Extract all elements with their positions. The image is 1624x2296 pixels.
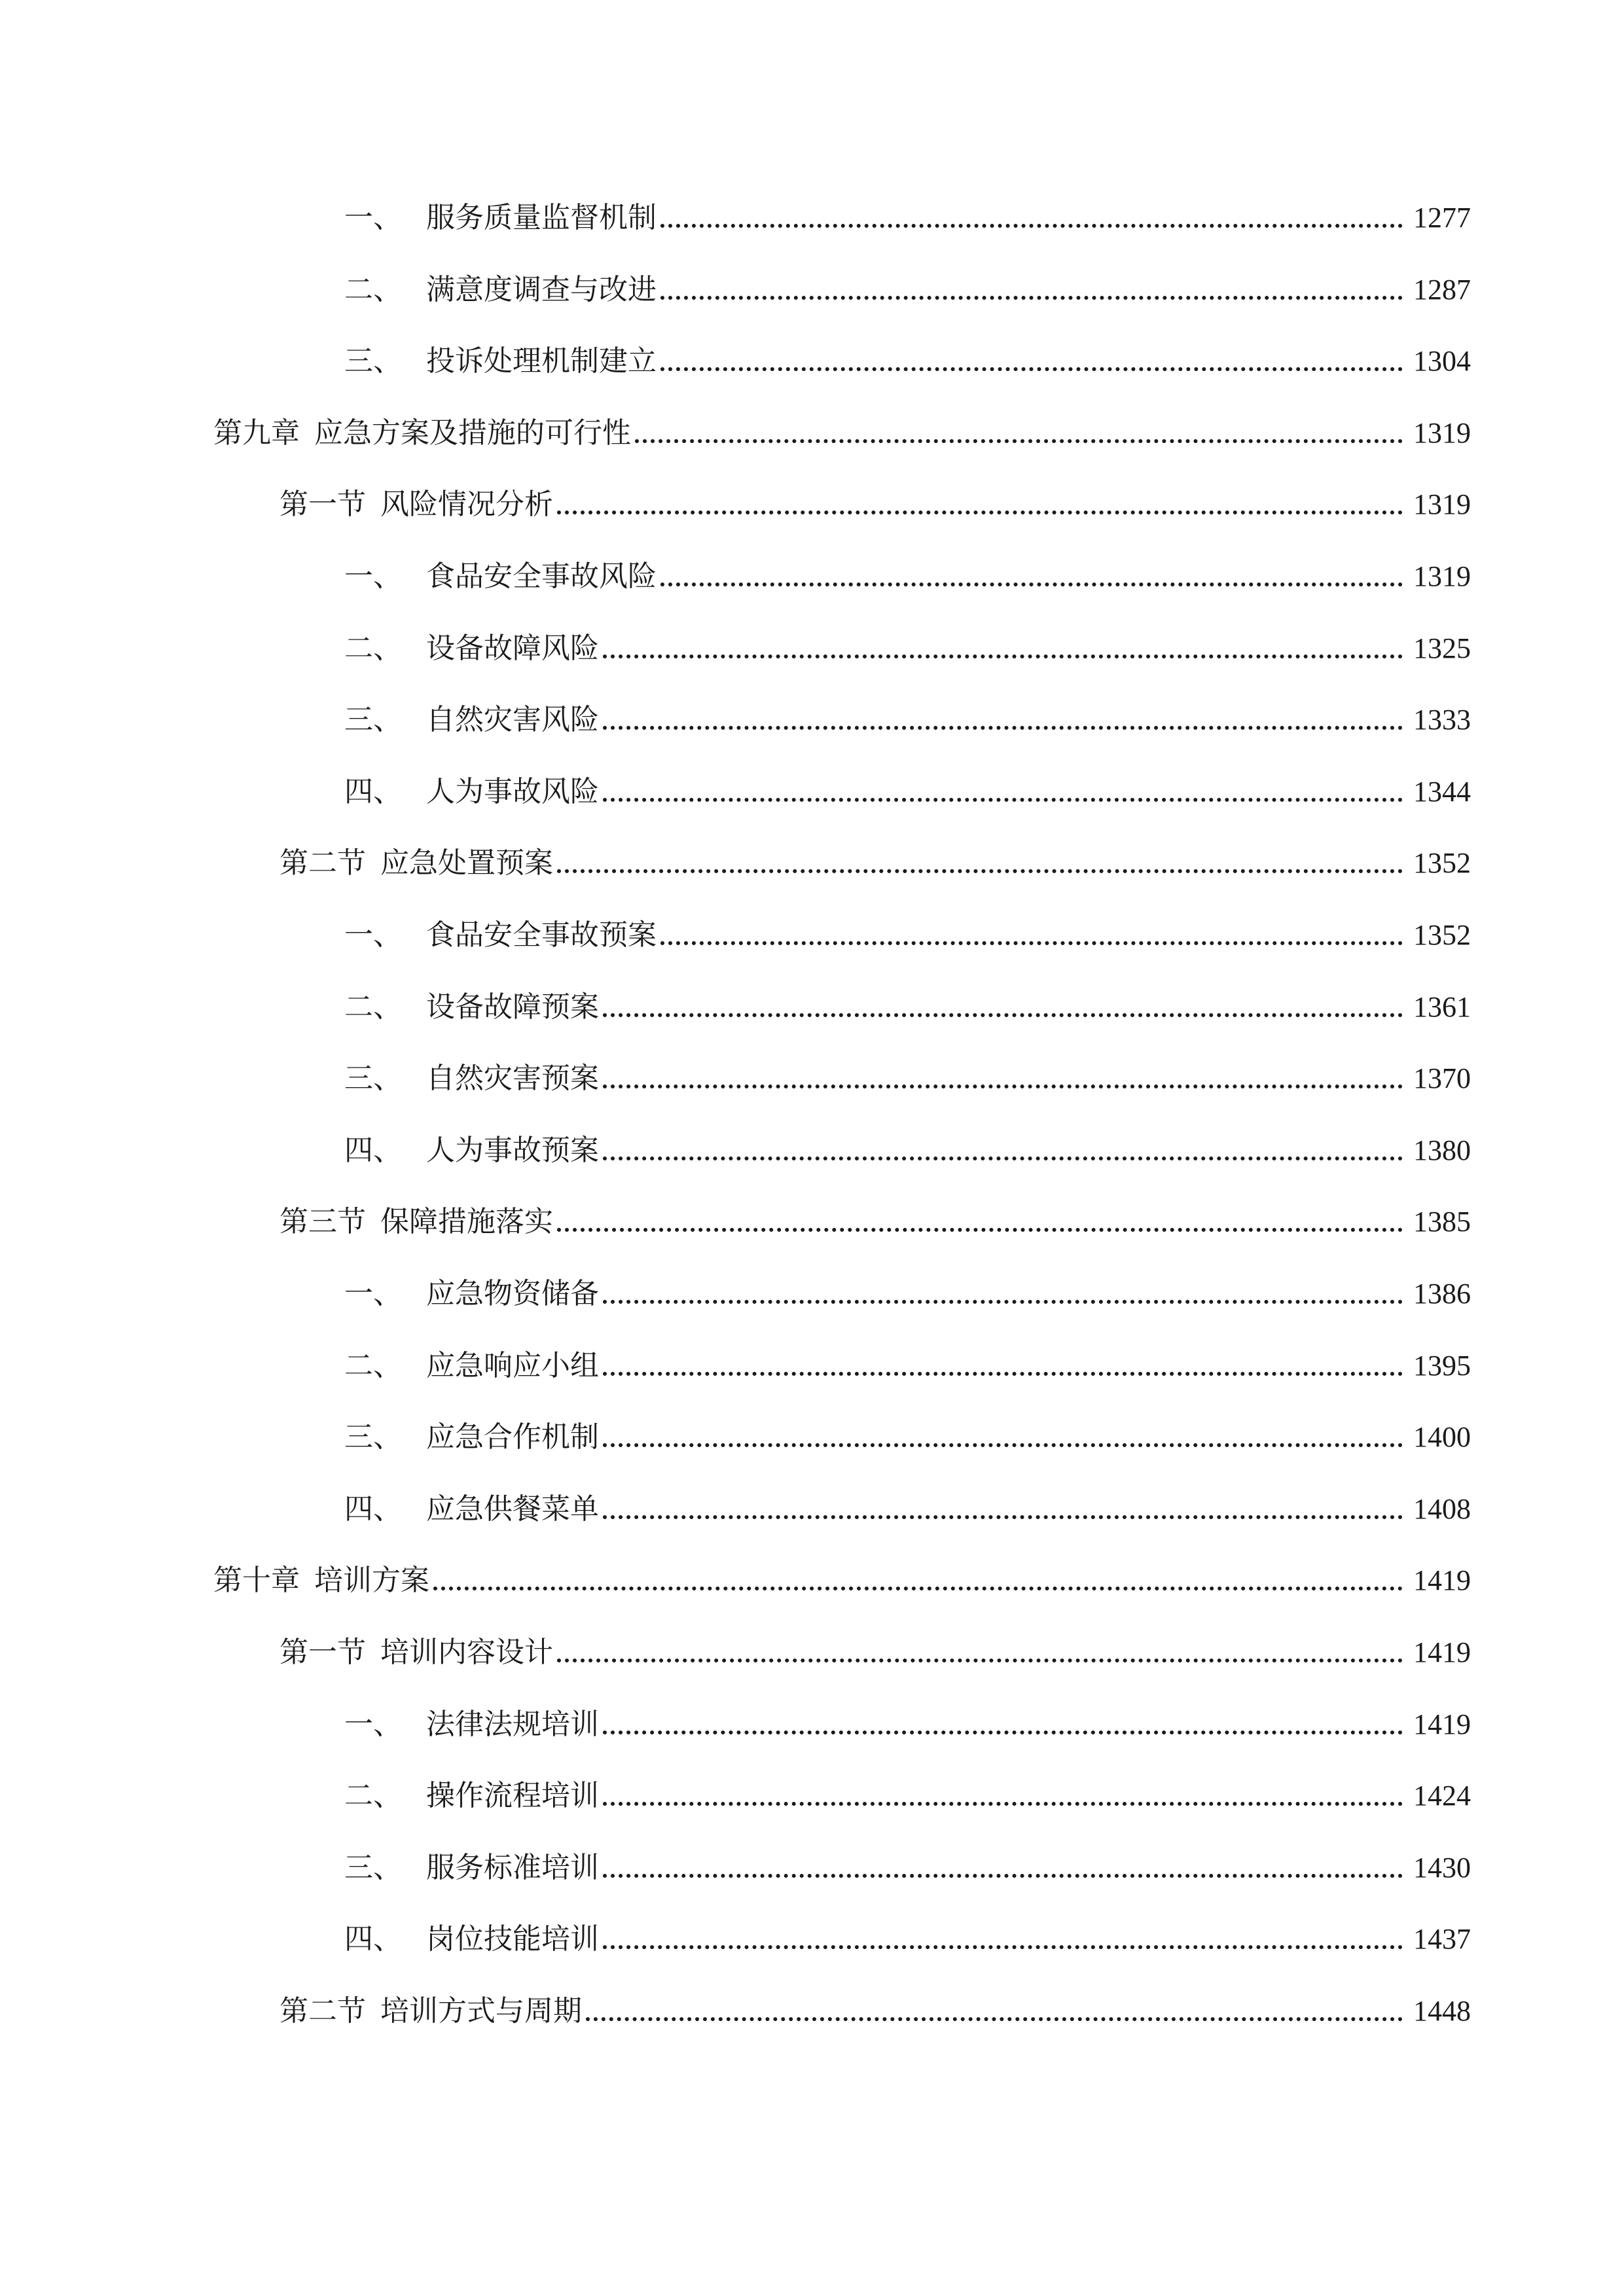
entry-title: 食品安全事故风险 xyxy=(426,560,657,593)
entry-page-number: 1386 xyxy=(1413,1278,1471,1310)
entry-number: 二、 xyxy=(344,1779,402,1812)
entry-page-number: 1380 xyxy=(1413,1134,1471,1166)
dot-leader xyxy=(603,1443,1403,1447)
toc-subsection-entry[interactable] xyxy=(344,1057,1471,1100)
entry-title: 保障措施落实 xyxy=(380,1205,553,1238)
toc-subsection-entry[interactable] xyxy=(344,268,1471,312)
entry-title: 应急物资储备 xyxy=(426,1277,599,1310)
toc-subsection-entry[interactable] xyxy=(344,555,1471,598)
entry-title: 操作流程培训 xyxy=(426,1779,599,1812)
entry-number: 四、 xyxy=(344,1134,402,1167)
dot-leader xyxy=(660,583,1403,586)
toc-subsection-entry[interactable] xyxy=(344,698,1471,742)
toc-subsection-entry[interactable] xyxy=(344,1846,1471,1890)
entry-page-number: 1287 xyxy=(1413,274,1471,306)
entry-title: 设备故障预案 xyxy=(426,990,599,1024)
entry-title: 培训方式与周期 xyxy=(380,1994,582,2028)
entry-title: 人为事故预案 xyxy=(426,1134,599,1167)
entry-number: 第十章 xyxy=(213,1564,300,1597)
entry-title: 自然灾害预案 xyxy=(426,1062,599,1095)
dot-leader xyxy=(557,1228,1403,1232)
dot-leader xyxy=(603,1945,1403,1949)
entry-title: 服务质量监督机制 xyxy=(426,201,657,234)
entry-title: 风险情况分析 xyxy=(380,488,553,521)
toc-section-entry[interactable] xyxy=(280,842,1471,885)
entry-title: 服务标准培训 xyxy=(426,1851,599,1884)
entry-page-number: 1430 xyxy=(1413,1852,1471,1884)
entry-title: 满意度调查与改进 xyxy=(426,273,657,306)
entry-page-number: 1319 xyxy=(1413,417,1471,449)
entry-title: 应急响应小组 xyxy=(426,1349,599,1382)
entry-page-number: 1424 xyxy=(1413,1780,1471,1812)
entry-number: 三、 xyxy=(344,344,402,378)
toc-subsection-entry[interactable] xyxy=(344,986,1471,1029)
entry-title: 食品安全事故预案 xyxy=(426,918,657,952)
dot-leader xyxy=(603,655,1403,658)
dot-leader xyxy=(603,1300,1403,1304)
entry-page-number: 1361 xyxy=(1413,991,1471,1023)
dot-leader xyxy=(557,511,1403,514)
entry-number: 二、 xyxy=(344,990,402,1024)
toc-subsection-entry[interactable] xyxy=(344,1272,1471,1316)
entry-number: 四、 xyxy=(344,1492,402,1526)
entry-title: 投诉处理机制建立 xyxy=(426,344,657,378)
entry-number: 二、 xyxy=(344,1349,402,1382)
entry-page-number: 1419 xyxy=(1413,1636,1471,1668)
dot-leader xyxy=(603,1802,1403,1806)
toc-subsection-entry[interactable] xyxy=(344,1129,1471,1172)
entry-number: 四、 xyxy=(344,775,402,808)
dot-leader xyxy=(660,941,1403,945)
toc-subsection-entry[interactable] xyxy=(344,770,1471,814)
entry-title: 人为事故风险 xyxy=(426,775,599,808)
entry-page-number: 1319 xyxy=(1413,488,1471,520)
entry-number: 二、 xyxy=(344,273,402,306)
entry-title: 培训内容设计 xyxy=(380,1636,553,1669)
entry-page-number: 1448 xyxy=(1413,1995,1471,2027)
dot-leader xyxy=(603,1372,1403,1376)
dot-leader xyxy=(603,798,1403,802)
toc-section-entry[interactable] xyxy=(280,1990,1471,2033)
toc-section-entry[interactable] xyxy=(280,1631,1471,1674)
dot-leader xyxy=(603,1157,1403,1160)
entry-title: 设备故障风险 xyxy=(426,632,599,665)
toc-subsection-entry[interactable] xyxy=(344,914,1471,957)
toc-subsection-entry[interactable] xyxy=(344,1703,1471,1746)
entry-page-number: 1419 xyxy=(1413,1564,1471,1596)
entry-number: 一、 xyxy=(344,1708,402,1741)
entry-number: 一、 xyxy=(344,918,402,952)
entry-page-number: 1395 xyxy=(1413,1350,1471,1382)
entry-page-number: 1408 xyxy=(1413,1493,1471,1525)
dot-leader xyxy=(660,367,1403,371)
dot-leader xyxy=(433,1587,1403,1590)
dot-leader xyxy=(603,1013,1403,1017)
entry-number: 一、 xyxy=(344,560,402,593)
dot-leader xyxy=(557,869,1403,873)
entry-page-number: 1277 xyxy=(1413,202,1471,234)
entry-page-number: 1352 xyxy=(1413,847,1471,879)
entry-title: 应急供餐菜单 xyxy=(426,1492,599,1526)
dot-leader xyxy=(603,1515,1403,1519)
toc-chapter-entry[interactable] xyxy=(213,412,1471,455)
dot-leader xyxy=(603,1085,1403,1088)
entry-page-number: 1325 xyxy=(1413,632,1471,664)
toc-subsection-entry[interactable] xyxy=(344,1488,1471,1531)
entry-number: 三、 xyxy=(344,1851,402,1884)
entry-number: 三、 xyxy=(344,703,402,736)
entry-number: 第一节 xyxy=(280,488,366,521)
entry-page-number: 1352 xyxy=(1413,919,1471,951)
entry-page-number: 1437 xyxy=(1413,1923,1471,1955)
toc-section-entry[interactable] xyxy=(280,1200,1471,1244)
entry-page-number: 1400 xyxy=(1413,1421,1471,1453)
entry-title: 应急方案及措施的可行性 xyxy=(314,416,631,450)
entry-page-number: 1419 xyxy=(1413,1708,1471,1740)
toc-subsection-entry[interactable] xyxy=(344,196,1471,240)
entry-number: 一、 xyxy=(344,1277,402,1310)
dot-leader xyxy=(557,1659,1403,1662)
entry-title: 法律法规培训 xyxy=(426,1708,599,1741)
entry-number: 第九章 xyxy=(213,416,300,450)
toc-subsection-entry[interactable] xyxy=(344,1918,1471,1961)
entry-number: 三、 xyxy=(344,1420,402,1454)
toc-section-entry[interactable] xyxy=(280,483,1471,526)
toc-subsection-entry[interactable] xyxy=(344,1416,1471,1459)
toc-subsection-entry[interactable] xyxy=(344,1344,1471,1388)
entry-title: 自然灾害风险 xyxy=(426,703,599,736)
entry-number: 第一节 xyxy=(280,1636,366,1669)
entry-page-number: 1385 xyxy=(1413,1206,1471,1238)
dot-leader xyxy=(635,439,1403,443)
dot-leader xyxy=(586,2017,1403,2021)
entry-title: 应急合作机制 xyxy=(426,1420,599,1454)
entry-title: 岗位技能培训 xyxy=(426,1922,599,1956)
entry-title: 培训方案 xyxy=(314,1564,429,1597)
dot-leader xyxy=(660,296,1403,300)
dot-leader xyxy=(603,1874,1403,1878)
entry-page-number: 1344 xyxy=(1413,776,1471,808)
entry-page-number: 1304 xyxy=(1413,345,1471,377)
entry-title: 应急处置预案 xyxy=(380,846,553,880)
entry-number: 第三节 xyxy=(280,1205,366,1238)
entry-page-number: 1370 xyxy=(1413,1062,1471,1094)
entry-number: 第二节 xyxy=(280,846,366,880)
dot-leader xyxy=(603,726,1403,730)
entry-number: 二、 xyxy=(344,632,402,665)
toc-subsection-entry[interactable] xyxy=(344,627,1471,670)
toc-subsection-entry[interactable] xyxy=(344,340,1471,383)
entry-page-number: 1333 xyxy=(1413,704,1471,736)
dot-leader xyxy=(660,224,1403,228)
entry-number: 一、 xyxy=(344,201,402,234)
toc-subsection-entry[interactable] xyxy=(344,1774,1471,1818)
entry-number: 第二节 xyxy=(280,1994,366,2028)
entry-number: 四、 xyxy=(344,1922,402,1956)
toc-chapter-entry[interactable] xyxy=(213,1559,1471,1602)
entry-number: 三、 xyxy=(344,1062,402,1095)
dot-leader xyxy=(603,1731,1403,1734)
entry-page-number: 1319 xyxy=(1413,560,1471,592)
